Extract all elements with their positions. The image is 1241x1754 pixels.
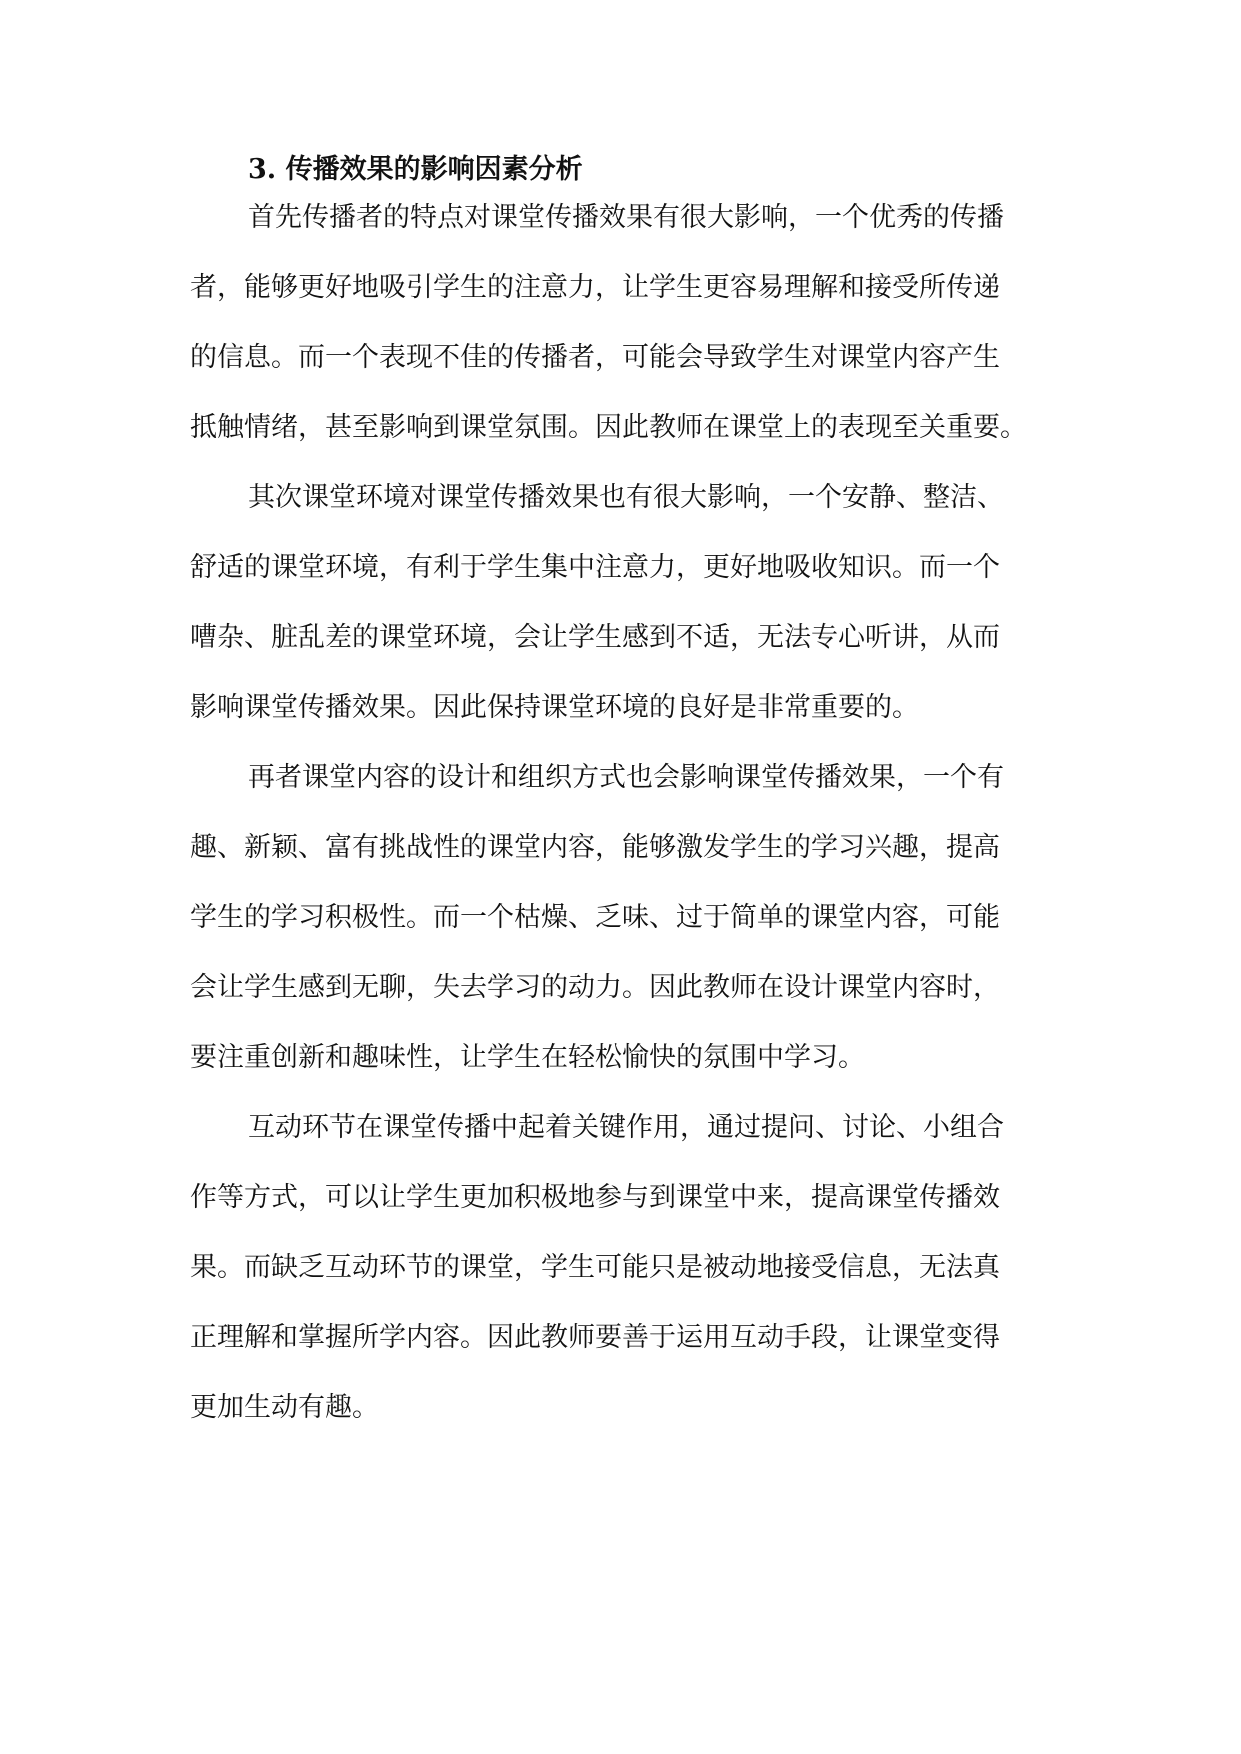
- paragraph-3-line-5: 要注重创新和趣味性，让学生在轻松愉快的氛围中学习。: [190, 1042, 865, 1073]
- paragraph-3-line-2: 趣、新颖、富有挑战性的课堂内容，能够激发学生的学习兴趣，提高: [190, 832, 1000, 863]
- paragraph-3-line-1: 再者课堂内容的设计和组织方式也会影响课堂传播效果，一个有: [248, 762, 1004, 793]
- paragraph-4-line-5: 更加生动有趣。: [190, 1392, 379, 1423]
- paragraph-1-line-2: 者，能够更好地吸引学生的注意力，让学生更容易理解和接受所传递: [190, 272, 1000, 303]
- section-heading: 3. 传播效果的影响因素分析: [248, 154, 583, 185]
- paragraph-4-line-3: 果。而缺乏互动环节的课堂，学生可能只是被动地接受信息，无法真: [190, 1252, 1000, 1283]
- paragraph-1-line-3: 的信息。而一个表现不佳的传播者，可能会导致学生对课堂内容产生: [190, 342, 1000, 373]
- paragraph-3-line-3: 学生的学习积极性。而一个枯燥、乏味、过于简单的课堂内容，可能: [190, 902, 1000, 933]
- paragraph-4-line-2: 作等方式，可以让学生更加积极地参与到课堂中来，提高课堂传播效: [190, 1182, 1000, 1213]
- paragraph-2-line-3: 嘈杂、脏乱差的课堂环境，会让学生感到不适，无法专心听讲，从而: [190, 622, 1000, 653]
- paragraph-4-line-4: 正理解和掌握所学内容。因此教师要善于运用互动手段，让课堂变得: [190, 1322, 1000, 1353]
- paragraph-1-line-1: 首先传播者的特点对课堂传播效果有很大影响，一个优秀的传播: [248, 202, 1004, 233]
- paragraph-1-line-4: 抵触情绪，甚至影响到课堂氛围。因此教师在课堂上的表现至关重要。: [190, 412, 1027, 443]
- paragraph-2-line-4: 影响课堂传播效果。因此保持课堂环境的良好是非常重要的。: [190, 692, 919, 723]
- paragraph-2-line-2: 舒适的课堂环境，有利于学生集中注意力，更好地吸收知识。而一个: [190, 552, 1000, 583]
- paragraph-3-line-4: 会让学生感到无聊，失去学习的动力。因此教师在设计课堂内容时，: [190, 972, 1000, 1003]
- paragraph-2-line-1: 其次课堂环境对课堂传播效果也有很大影响，一个安静、整洁、: [248, 482, 1004, 513]
- paragraph-4-line-1: 互动环节在课堂传播中起着关键作用，通过提问、讨论、小组合: [248, 1112, 1004, 1143]
